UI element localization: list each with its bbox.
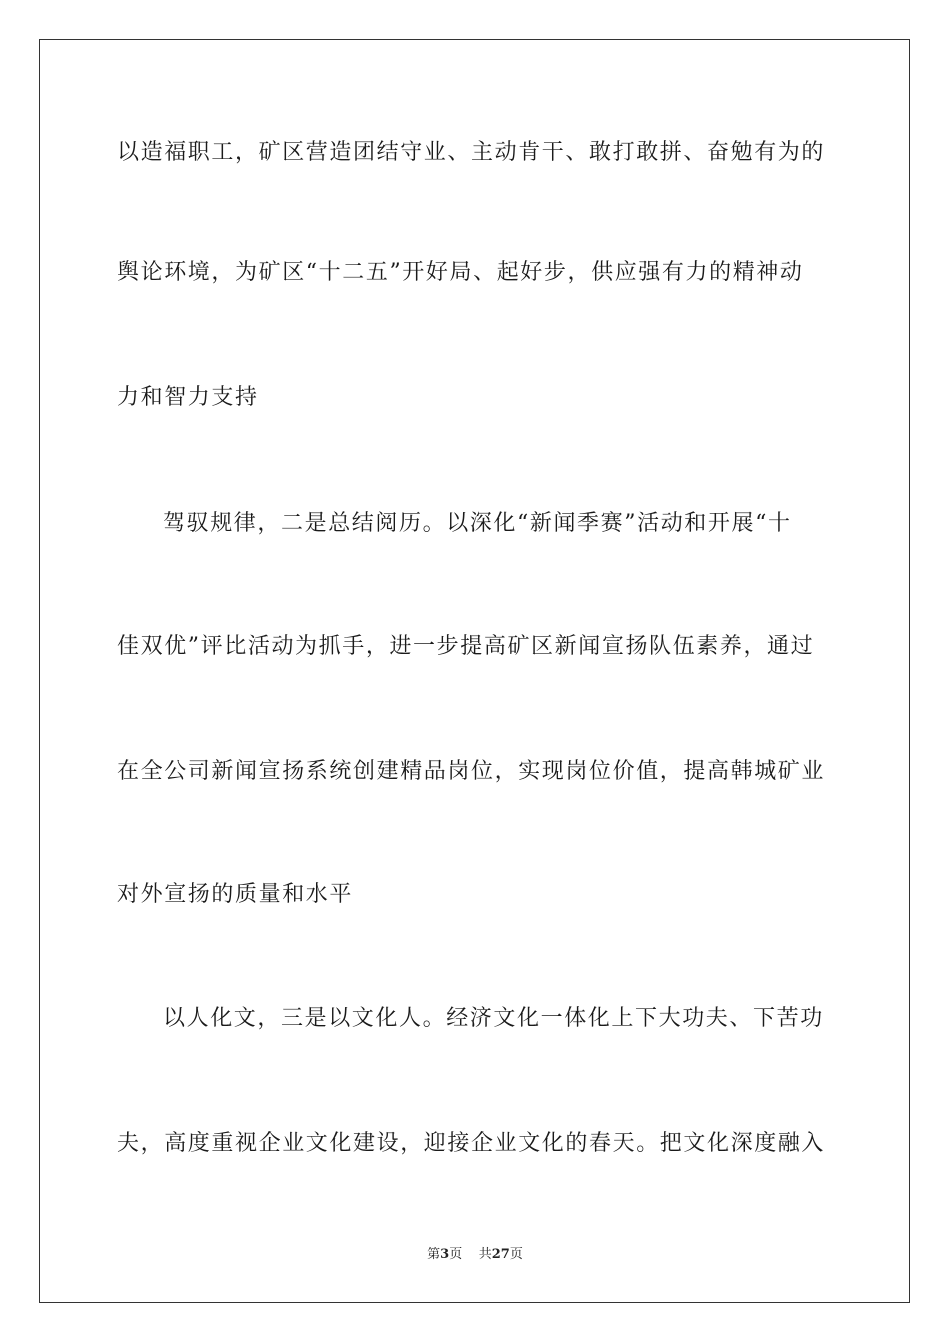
- page-suffix: 页: [449, 1247, 463, 1262]
- page-border: [39, 39, 910, 1303]
- text-line-5: 佳双优”评比活动为抓手，进一步提高矿区新闻宣扬队伍素养，通过: [117, 634, 815, 659]
- text-line-9: 夫，高度重视企业文化建设，迎接企业文化的春天。把文化深度融入: [117, 1131, 826, 1156]
- text-line-1: 以造福职工，矿区营造团结守业、主动肯干、敢打敢拼、奋勉有为的: [117, 140, 826, 165]
- text-line-7: 对外宣扬的质量和水平: [117, 882, 354, 907]
- page-prefix: 第: [427, 1247, 441, 1262]
- total-suffix: 页: [509, 1247, 523, 1262]
- text-line-8: 以人化文，三是以文化人。经济文化一体化上下大功夫、下苦功: [163, 1006, 824, 1031]
- text-line-4: 驾驭规律，二是总结阅历。以深化“新闻季赛”活动和开展“十: [163, 511, 792, 536]
- text-line-6: 在全公司新闻宣扬系统创建精品岗位，实现岗位价值，提高韩城矿业: [117, 759, 826, 784]
- text-line-2: 舆论环境，为矿区“十二五”开好局、起好步，供应强有力的精神动: [117, 260, 804, 285]
- page-number: 3: [440, 1247, 450, 1262]
- total-pages: 27: [491, 1247, 510, 1262]
- page-footer: [0, 1246, 950, 1264]
- text-line-3: 力和智力支持: [117, 385, 259, 410]
- total-prefix: 共: [478, 1247, 492, 1262]
